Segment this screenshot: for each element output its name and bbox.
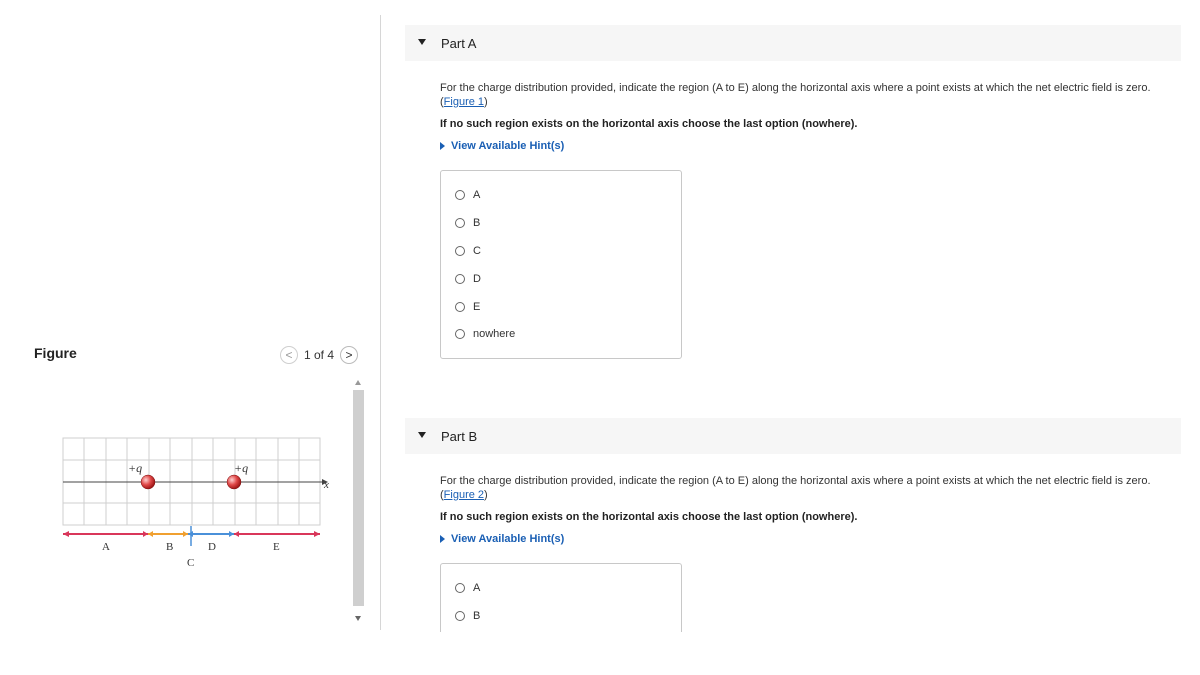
radio-button[interactable]: [455, 329, 465, 339]
region-label-e: E: [273, 541, 280, 553]
scroll-up-icon[interactable]: [355, 380, 361, 385]
part-b-choices: [440, 563, 682, 632]
part-a-option-a[interactable]: A: [455, 189, 480, 201]
part-a-hint-label: View Available Hint(s): [451, 140, 565, 152]
radio-button[interactable]: [455, 611, 465, 621]
expand-triangle-icon: [440, 142, 445, 150]
radio-button[interactable]: [455, 583, 465, 593]
part-a-choices: [440, 170, 682, 359]
charge-2: [227, 475, 241, 489]
figure-pager: [280, 345, 358, 365]
part-a-option-nowhere[interactable]: nowhere: [455, 328, 515, 340]
part-a-header[interactable]: [405, 25, 1181, 61]
part-b-body: [440, 474, 1170, 545]
part-b-note: If no such region exists on the horizontal axis choose the last option (nowhere).: [440, 511, 858, 523]
next-figure-button[interactable]: >: [340, 346, 358, 364]
part-a-body: [440, 81, 1170, 152]
collapse-triangle-icon[interactable]: [418, 432, 426, 438]
scrollbar-thumb[interactable]: [353, 390, 364, 606]
charge-1: [141, 475, 155, 489]
region-label-a: A: [102, 541, 110, 553]
region-label-b: B: [166, 541, 174, 553]
collapse-triangle-icon[interactable]: [418, 39, 426, 45]
figure-page-count: 1 of 4: [304, 348, 335, 362]
charge-2-label: +q: [234, 461, 249, 475]
part-b-title: Part B: [441, 428, 478, 444]
part-a-title: Part A: [441, 35, 477, 51]
part-a-note: If no such region exists on the horizontal axis choose the last option (nowhere).: [440, 118, 858, 130]
part-b-option-a[interactable]: A: [455, 582, 480, 594]
part-a-hint-toggle[interactable]: [440, 140, 1170, 152]
part-a-option-e[interactable]: E: [455, 301, 480, 313]
expand-triangle-icon: [440, 535, 445, 543]
part-a-option-d[interactable]: D: [455, 273, 481, 285]
part-a-option-c[interactable]: C: [455, 245, 481, 257]
figure-scrollbar[interactable]: [350, 378, 367, 628]
part-b-hint-label: View Available Hint(s): [451, 533, 565, 545]
previous-figure-button[interactable]: <: [280, 346, 298, 364]
radio-button[interactable]: [455, 218, 465, 228]
region-label-c: C: [187, 557, 195, 569]
panel-divider: [380, 15, 381, 630]
part-b-header[interactable]: [405, 418, 1181, 454]
figure-title: Figure: [34, 345, 77, 361]
part-a-option-b[interactable]: B: [455, 217, 480, 229]
charge-distribution-figure: [60, 430, 340, 575]
figure-2-link[interactable]: Figure 2: [443, 489, 485, 501]
part-a-question: For the charge distribution provided, indicate the region (A to E) along the horizontal axis where a point exists at which the net electric field is zero. (Figure 1): [440, 82, 1151, 108]
charge-1-label: +q: [128, 461, 143, 475]
scroll-down-icon[interactable]: [355, 616, 361, 621]
part-b-option-b[interactable]: B: [455, 610, 480, 622]
radio-button[interactable]: [455, 190, 465, 200]
radio-button[interactable]: [455, 302, 465, 312]
x-axis-label: x: [324, 479, 329, 491]
region-label-d: D: [208, 541, 216, 553]
radio-button[interactable]: [455, 274, 465, 284]
part-b-hint-toggle[interactable]: [440, 533, 1170, 545]
radio-button[interactable]: [455, 246, 465, 256]
part-b-question: For the charge distribution provided, indicate the region (A to E) along the horizontal axis where a point exists at which the net electric field is zero. (Figure 2): [440, 475, 1151, 501]
figure-1-link[interactable]: Figure 1: [443, 96, 485, 108]
